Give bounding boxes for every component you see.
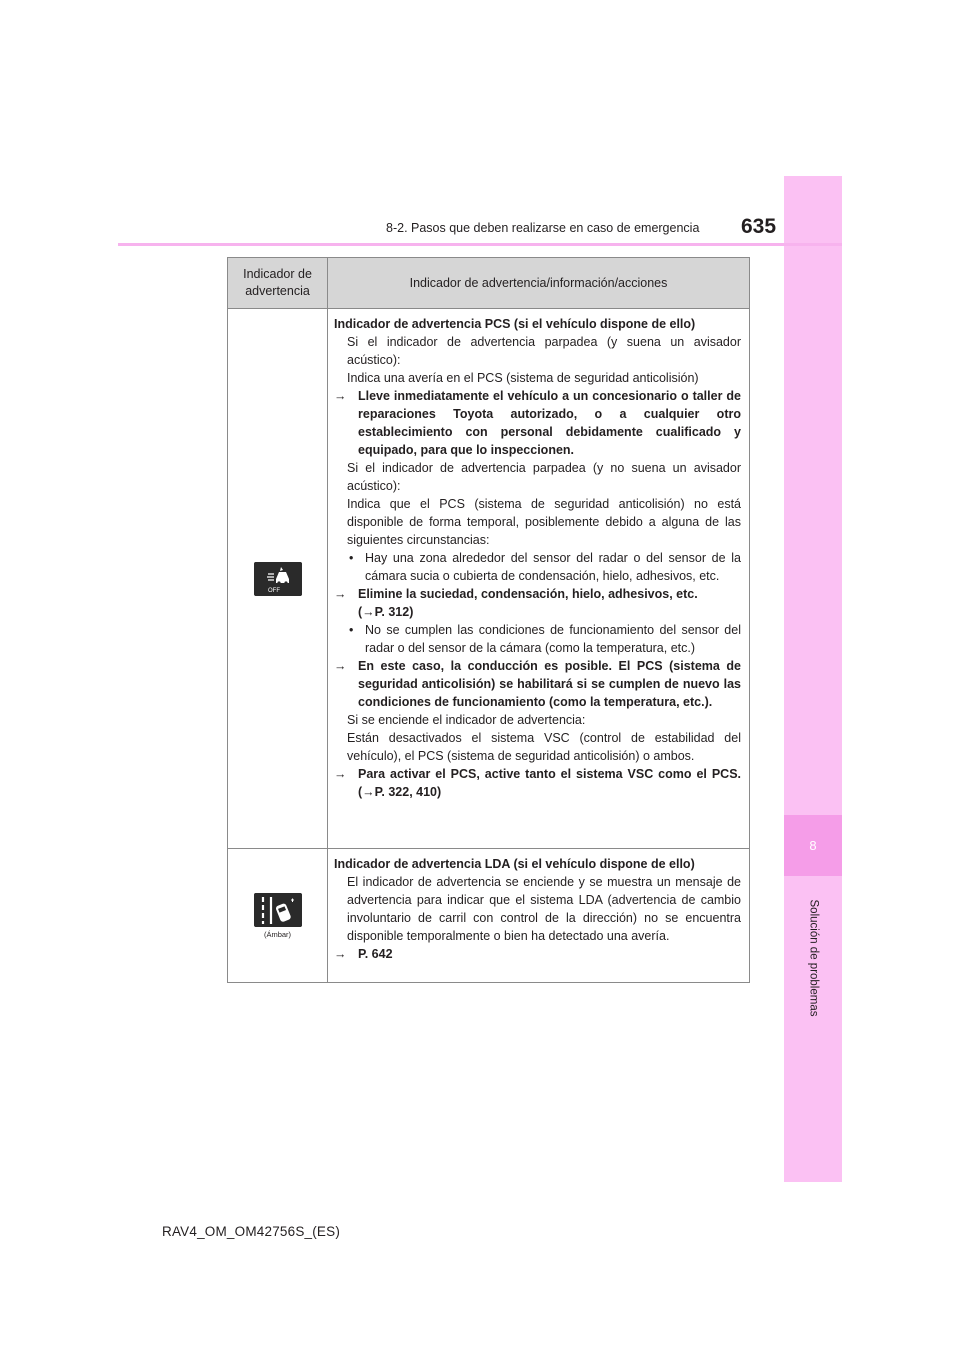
arrow-icon: → [334, 659, 347, 673]
table-row [228, 309, 750, 849]
lda-meaning: El indicador de advertencia se enciende y se muestra un mensaje de advertencia para indicar que el sistema LDA (advertencia de cambio involuntario de carril con control de la dirección) no se encuentra disponible temporalmente o bien ha detectado una avería. [347, 875, 741, 943]
pcs-action: → Lleve inmediatamente el vehículo a un concesionario o taller de reparaciones Toyota autorizado, o a cualquier otro establecimiento con personal debidamente cualificado y equipado, para que lo inspeccionen. [334, 389, 741, 457]
info-cell [328, 309, 750, 849]
arrow-icon: → [334, 587, 347, 601]
pcs-action: → En este caso, la conducción es posible. El PCS (sistema de seguridad anticolisión) se habilitará si se cumplen de nuevo las condiciones de funcionamiento (como la temperatura, etc.). [334, 659, 741, 709]
page-reference: P. 642 [358, 947, 393, 961]
col-header-indicator: Indicador de advertencia [228, 258, 328, 309]
section-title: 8-2. Pasos que deben realizarse en caso de emergencia [386, 221, 700, 235]
table-header-row [228, 258, 750, 309]
lda-title: Indicador de advertencia LDA (si el vehículo dispone de ello) [334, 857, 695, 871]
arrow-icon: → [334, 767, 347, 781]
pcs-bullet: • Hay una zona alrededor del sensor del radar o del sensor de la cámara sucia o cubierta de condensación, hielo, adhesivos, etc. [349, 551, 741, 583]
pcs-condition: Si se enciende el indicador de advertencia: [347, 713, 586, 727]
page-reference: P. 322, 410) [374, 785, 442, 799]
pcs-condition: Si el indicador de advertencia parpadea (y no suena un avisador acústico): [347, 461, 741, 493]
table-row [228, 849, 750, 983]
col-header-info: Indicador de advertencia/información/acciones [328, 258, 750, 309]
lda-action [334, 945, 741, 963]
pcs-meaning: Indica una avería en el PCS (sistema de seguridad anticolisión) [347, 371, 699, 385]
pcs-meaning: Están desactivados el sistema VSC (control de estabilidad del vehículo), el PCS (sistema de seguridad anticolisión) o ambos. [347, 731, 741, 763]
pcs-action: → Para activar el PCS, active tanto el sistema VSC como el PCS. (→P. 322, 410) [334, 767, 741, 799]
page-number: 635 [741, 215, 777, 238]
icon-caption: (Ámbar) [263, 929, 292, 939]
pcs-title: Indicador de advertencia PCS (si el vehículo dispone de ello) [334, 317, 696, 331]
pcs-meaning: Indica que el PCS (sistema de seguridad anticolisión) no está disponible de forma temporal, posiblemente debido a alguna de las siguientes circunstancias: [347, 497, 741, 547]
bullet-icon: • [349, 623, 354, 637]
icon-cell [228, 849, 328, 983]
lda-icon [254, 893, 302, 927]
icon-cell [228, 309, 328, 849]
bullet-icon: • [349, 551, 354, 565]
pcs-condition: Si el indicador de advertencia parpadea (y suena un avisador acústico): [347, 335, 741, 367]
info-cell [328, 849, 750, 983]
arrow-icon: → [334, 947, 347, 961]
arrow-icon: → [362, 785, 375, 799]
page-reference: P. 312) [374, 605, 414, 619]
chapter-number: 8 [784, 815, 842, 876]
svg-text:OFF: OFF [267, 587, 280, 594]
chapter-title: Solución de problemas [807, 899, 819, 1017]
header-rule [118, 243, 842, 246]
pcs-bullet: • No se cumplen las condiciones de funcionamiento del sensor del radar o del sensor de la cámara (como la temperatura, etc.) [349, 623, 741, 655]
warning-table [227, 257, 750, 983]
arrow-icon: → [362, 605, 375, 619]
pcs-off-icon [254, 562, 302, 596]
arrow-icon: → [334, 389, 347, 403]
document-code: RAV4_OM_OM42756S_(ES) [162, 1224, 341, 1239]
pcs-action: → Elimine la suciedad, condensación, hielo, adhesivos, etc. (→P. 312) [334, 587, 698, 619]
